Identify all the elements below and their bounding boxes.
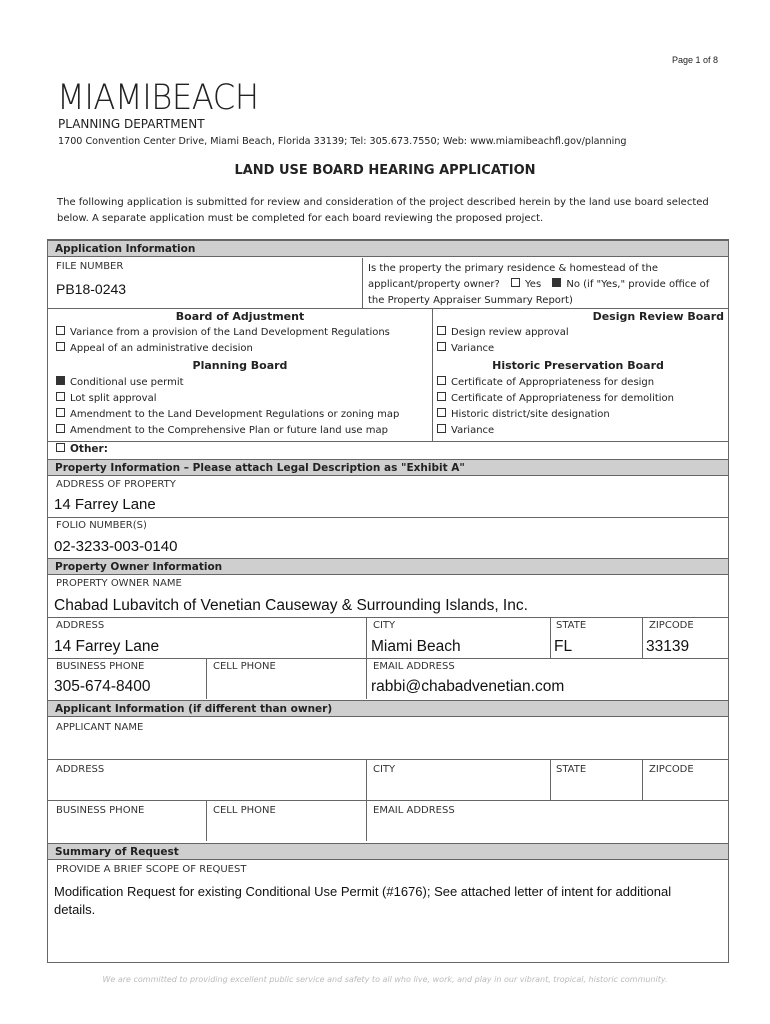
option-label: Amendment to the Comprehensive Plan or future land use map <box>70 425 388 436</box>
department-address: 1700 Convention Center Drive, Miami Beach, Florida 33139; Tel: 305.673.7550; Web: www.miamibeachfl.gov/planning <box>58 136 627 147</box>
page-number: Page 1 of 8 <box>672 55 719 65</box>
option-historic-designation[interactable] <box>437 408 610 421</box>
checkbox[interactable] <box>437 342 446 351</box>
residence-question <box>368 261 724 309</box>
owner-address-value[interactable]: 14 Farrey Lane <box>54 638 160 655</box>
option-label: Certificate of Appropriateness for design <box>451 377 655 388</box>
option-label: Amendment to the Land Development Regulations or zoning map <box>70 409 400 420</box>
application-info-header: Application Information <box>48 240 728 257</box>
checkbox[interactable] <box>56 342 65 351</box>
owner-email-label: EMAIL ADDRESS <box>373 661 455 672</box>
file-number-label: FILE NUMBER <box>56 261 124 272</box>
summary-header: Summary of Request <box>48 843 728 860</box>
checkbox[interactable] <box>437 408 446 417</box>
option-label: Variance <box>451 425 495 436</box>
footer-tagline: We are committed to providing excellent public service and safety to all who live, work, and play in our vibrant, tropical, historic community. <box>102 975 668 984</box>
property-address-value[interactable]: 14 Farrey Lane <box>54 496 156 513</box>
owner-business-phone-label: BUSINESS PHONE <box>56 661 145 672</box>
owner-zip-label: ZIPCODE <box>649 620 694 631</box>
checkbox[interactable] <box>56 326 65 335</box>
file-number-value[interactable]: PB18-0243 <box>56 281 127 297</box>
owner-city-label: CITY <box>373 620 396 631</box>
applicant-name-label: APPLICANT NAME <box>56 722 144 733</box>
checkbox[interactable] <box>437 424 446 433</box>
summary-label: PROVIDE A BRIEF SCOPE OF REQUEST <box>56 864 247 875</box>
owner-address-label: ADDRESS <box>56 620 105 631</box>
residence-note: (if "Yes," provide office of the Property Appraiser Summary Report) <box>368 279 710 306</box>
owner-name-label: PROPERTY OWNER NAME <box>56 578 182 589</box>
applicant-address-label: ADDRESS <box>56 764 105 775</box>
option-coa-demolition[interactable] <box>437 392 674 405</box>
option-label: Conditional use permit <box>70 377 184 388</box>
owner-name-value[interactable]: Chabad Lubavitch of Venetian Causeway & Surrounding Islands, Inc. <box>54 597 528 614</box>
owner-city-value[interactable]: Miami Beach <box>371 638 461 655</box>
checkbox[interactable] <box>437 376 446 385</box>
option-label: Other: <box>70 443 108 455</box>
folio-value[interactable]: 02-3233-003-0140 <box>54 538 178 555</box>
yes-checkbox[interactable] <box>511 278 520 287</box>
option-appeal[interactable] <box>56 342 253 355</box>
owner-state-value[interactable]: FL <box>554 638 573 655</box>
applicant-city-label: CITY <box>373 764 396 775</box>
option-coa-design[interactable] <box>437 376 654 389</box>
option-drb-variance[interactable] <box>437 342 494 355</box>
folio-label: FOLIO NUMBER(S) <box>56 520 147 531</box>
checkbox[interactable] <box>56 392 65 401</box>
department-name: PLANNING DEPARTMENT <box>58 117 205 131</box>
option-other[interactable] <box>56 443 108 456</box>
option-conditional-use[interactable] <box>56 376 184 389</box>
yes-label: Yes <box>525 279 542 290</box>
option-hpb-variance[interactable] <box>437 424 494 437</box>
checkbox[interactable] <box>56 443 65 452</box>
option-label: Design review approval <box>451 327 569 338</box>
option-amend-comp-plan[interactable] <box>56 424 388 437</box>
checkbox[interactable] <box>56 408 65 417</box>
option-label: Historic district/site designation <box>451 409 610 420</box>
owner-business-phone-value[interactable]: 305-674-8400 <box>54 678 151 695</box>
checkbox[interactable] <box>56 424 65 433</box>
no-checkbox[interactable] <box>552 278 561 287</box>
checkbox-checked[interactable] <box>56 376 65 385</box>
historic-preservation-board-title: Historic Preservation Board <box>492 359 664 372</box>
owner-email-value[interactable]: rabbi@chabadvenetian.com <box>371 678 565 695</box>
intro-text: The following application is submitted for review and consideration of the project described herein by the land use board selected below. A separate application must be completed for each board reviewing the proposed project. <box>57 197 709 224</box>
checkbox[interactable] <box>437 326 446 335</box>
residence-question-text: Is the property the primary residence & homestead of the applicant/property owner? <box>368 263 659 290</box>
property-address-label: ADDRESS OF PROPERTY <box>56 479 176 490</box>
no-label: No <box>566 279 580 290</box>
option-amend-ldr[interactable] <box>56 408 399 421</box>
form-title: LAND USE BOARD HEARING APPLICATION <box>234 163 536 178</box>
applicant-zip-label: ZIPCODE <box>649 764 694 775</box>
option-label: Appeal of an administrative decision <box>70 343 253 354</box>
property-info-header: Property Information – Please attach Legal Description as "Exhibit A" <box>48 459 728 476</box>
applicant-business-phone-label: BUSINESS PHONE <box>56 805 145 816</box>
checkbox[interactable] <box>437 392 446 401</box>
applicant-state-label: STATE <box>556 764 587 775</box>
option-variance-ldr[interactable] <box>56 326 390 339</box>
option-label: Variance <box>451 343 495 354</box>
miami-beach-logo: MIAMIBEACH <box>57 78 259 118</box>
applicant-cell-phone-label: CELL PHONE <box>213 805 276 816</box>
owner-zip-value[interactable]: 33139 <box>646 638 690 655</box>
applicant-email-label: EMAIL ADDRESS <box>373 805 455 816</box>
option-design-review[interactable] <box>437 326 569 339</box>
application-form <box>47 239 729 963</box>
owner-cell-phone-label: CELL PHONE <box>213 661 276 672</box>
option-label: Variance from a provision of the Land Development Regulations <box>70 327 390 338</box>
design-review-board-title: Design Review Board <box>592 310 724 323</box>
board-of-adjustment-title: Board of Adjustment <box>175 310 305 323</box>
owner-info-header: Property Owner Information <box>48 558 728 575</box>
summary-text[interactable]: Modification Request for existing Conditional Use Permit (#1676); See attached letter of intent for additional details. <box>54 884 672 917</box>
owner-state-label: STATE <box>556 620 587 631</box>
option-label: Certificate of Appropriateness for demolition <box>451 393 675 404</box>
planning-board-title: Planning Board <box>192 359 288 372</box>
option-label: Lot split approval <box>70 393 157 404</box>
option-lot-split[interactable] <box>56 392 156 405</box>
applicant-info-header: Applicant Information (if different than owner) <box>48 700 728 717</box>
